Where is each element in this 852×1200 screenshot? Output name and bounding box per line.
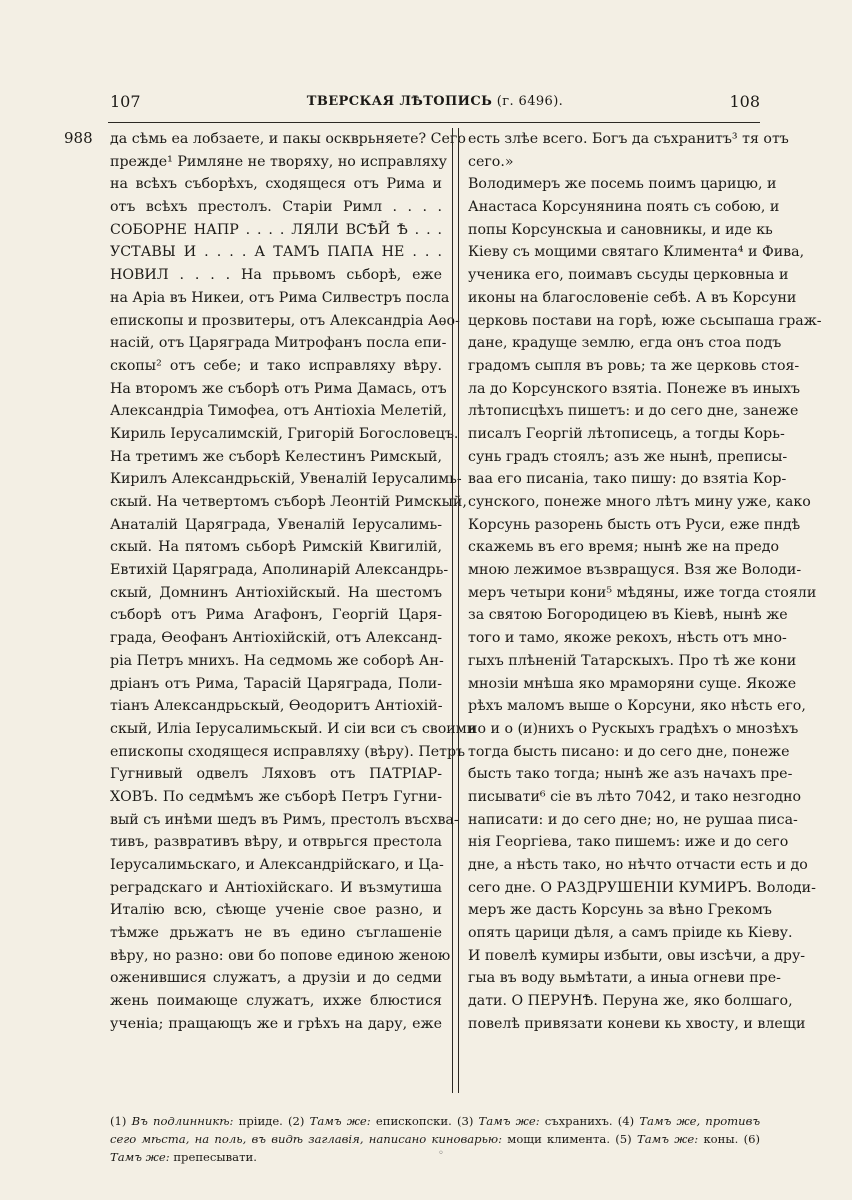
footnote-1: (1) Въ подлинникѣ: пріиде.: [110, 1114, 283, 1128]
text-line: иконы на благословеніе себѣ. А въ Корсуни: [468, 289, 797, 306]
text-line: И повелѣ кумиры избыти, овы изсѣчи, а дру-: [468, 947, 806, 964]
text-line: дане, крадуще землю, егда онъ стоа подъ: [468, 335, 782, 352]
text-line: Анаталій Царяграда, Увеналій Іерусалимь-: [110, 516, 442, 533]
text-line: дати. О ПЕРУНѢ. Перуна же, яко болшаго,: [468, 993, 793, 1010]
text-line: тіанъ Александрьскый, Ѳеодоритъ Антіохій-: [110, 698, 443, 715]
text-line: прежде¹ Римляне не творяху, но исправляху: [110, 153, 448, 170]
text-line: мнозіи мнѣша яко мраморяни суще. Якоже: [468, 675, 797, 692]
text-line: тивъ, развративъ вѣру, и отврьгся престола: [110, 834, 442, 851]
text-line: Іерусалимьскаго, и Александрійскаго, и Ца-: [110, 857, 444, 873]
text-line: на всѣхъ съборѣхъ, сходящеся отъ Рима и: [110, 176, 442, 193]
text-line: отъ всѣхъ престолъ. Старіи Римл . . . .: [110, 199, 442, 216]
text-line: ХОВЪ. По седмѣмъ же съборѣ Петръ Гугни-: [110, 788, 442, 805]
text-line: Володимеръ же посемь поимъ царицю, и: [468, 176, 777, 193]
text-line: На третимъ же съборѣ Келестинъ Римскый,: [110, 448, 442, 465]
text-line: ученика его, поимавъ сьсуды церковныа и: [468, 267, 789, 284]
page-number-left: 107: [110, 92, 141, 111]
text-line: лѣтописцѣхъ пишетъ: и до сего дне, занеже: [468, 403, 799, 420]
text-line: рѣхъ маломъ выше о Корсуни, яко нѣсть его,: [468, 698, 806, 715]
text-line: скопы² отъ себе; и тако исправляху вѣру.: [110, 357, 442, 374]
text-line: Анастаса Корсунянина поять съ собою, и: [468, 199, 780, 216]
text-line: того и тамо, якоже рекохъ, нѣсть отъ мно-: [468, 630, 787, 647]
text-line: Кириль Іерусалимскій, Григорій Богословецъ.: [110, 425, 459, 442]
footnote-5: (5) Тамъ же: коны.: [615, 1132, 739, 1146]
text-line: сего дне. О РАЗДРУШЕНІИ КУМИРЪ. Володи-: [468, 879, 816, 896]
text-line: на Аріа въ Никеи, отъ Рима Силвестръ посла: [110, 289, 450, 306]
text-line: бысть тако тогда; нынѣ же азъ начахъ пре-: [468, 766, 793, 783]
text-line: мною лежимое възвращуся. Взя же Володи-: [468, 562, 802, 579]
text-line: ла до Корсунского взятіа. Понеже въ иныхъ: [468, 380, 800, 397]
text-line: Евтихій Царяграда, Аполинарій Александрь-: [110, 562, 449, 579]
text-line: да сѣмь еа лобзаете, и пакы оскврьняете? Сего: [110, 131, 466, 147]
text-line: повелѣ привязати коневи кь хвосту, и влещи: [468, 1015, 806, 1032]
text-line: Кирилъ Александрьскій, Увеналій Іерусалимь-: [110, 471, 462, 488]
text-line: вый съ инѣми шедъ въ Римъ, престолъ въсхва-: [110, 811, 459, 828]
margin-year: 988: [64, 129, 93, 147]
text-line: насій, отъ Царяграда Митрофанъ посла епи-: [110, 335, 447, 352]
text-line: Италію всю, сѣюще ученіе свое разно, и: [110, 902, 442, 919]
text-line: града, Ѳеофанъ Антіохійскій, отъ Александ-: [110, 630, 442, 647]
text-line: скый. На четвертомъ съборѣ Леонтій Римскый,: [110, 494, 467, 510]
text-line: ріа Петръ мнихъ. На седмомь же соборѣ Ан-: [110, 652, 444, 669]
text-line: за святою Богородицею въ Кіевѣ, нынѣ же: [468, 607, 788, 624]
text-line: Александріа Тимофеа, отъ Антіохіа Мелетій,: [110, 403, 447, 420]
text-line: Кіеву съ мощими святаго Климента⁴ и Фива,: [468, 244, 805, 261]
text-line: тѣмже дрьжатъ не въ едино съглашеніе: [110, 925, 442, 942]
text-line: тогда бысть писано: и до сего дне, понеже: [468, 743, 790, 760]
text-line: меръ четыри кони⁵ мѣдяны, иже тогда стояли: [468, 584, 817, 601]
text-line: сунь градъ стоялъ; азъ же нынѣ, преписы-: [468, 448, 788, 465]
text-line: написати: и до сего дне; но, не рушаа писа-: [468, 811, 798, 828]
text-line: ученіа; пращающъ же и грѣхъ на дару, еже: [110, 1015, 442, 1032]
page-mark: ◦: [438, 1148, 444, 1159]
text-line: нія Георгіева, тако пишемъ: иже и до сего: [468, 834, 789, 851]
footnote-2: (2) Тамъ же: епископски.: [288, 1114, 452, 1128]
text-line: церковь постави на горѣ, юже сьсыпаша граж-: [468, 312, 822, 329]
text-line: скый. На пятомъ сьборѣ Римскій Квигилій,: [110, 539, 442, 556]
text-line: дріанъ отъ Рима, Тарасій Царяграда, Поли-: [110, 675, 442, 692]
running-title: [110, 94, 760, 109]
text-line: дне, а нѣсть тако, но нѣчто отчасти есть и до: [468, 857, 808, 873]
footnotes: [110, 1112, 760, 1166]
text-line: гыа въ воду вьмѣтати, а иныа огневи пре-: [468, 970, 781, 987]
footnote-3: (3) Тамъ же: съхранихъ.: [456, 1114, 613, 1128]
text-line: гыхъ плѣненій Татарскыхъ. Про тѣ же кони: [468, 652, 797, 669]
year-note: (г. 6496).: [496, 94, 564, 109]
text-line: ваа его писаніа, тако пишу: до взятіа Кор-: [468, 471, 787, 488]
text-line: жень поимающе служатъ, ихже блюстися: [110, 993, 442, 1010]
text-line: скый, Домнинъ Антіохійскый. На шестомъ: [110, 584, 442, 601]
page-number-right: 108: [729, 92, 760, 111]
text-line: епископы сходящеся исправляху (вѣру). Петръ: [110, 743, 466, 760]
text-line: НОВИЛ . . . . На прьвомъ сьборѣ, еже: [110, 267, 442, 284]
text-line: скый, Иліа Іерусалимьскый. И сіи вси съ своими: [110, 720, 477, 737]
text-line: На второмъ же съборѣ отъ Рима Дамась, отъ: [110, 380, 447, 397]
text-line: съборѣ отъ Рима Агафонъ, Георгій Царя-: [110, 607, 442, 624]
text-line: вѣру, но разно: ови бо попове единою женою: [110, 947, 451, 964]
text-line: оженившися служатъ, а друзіи и до седми: [110, 970, 442, 987]
text-line: епископы и прозвитеры, отъ Александріа Аѳо-: [110, 312, 460, 329]
text-line: сего.»: [468, 153, 514, 170]
text-line: но и о (и)нихъ о Рускыхъ градѣхъ о мнозѣхъ: [468, 720, 799, 737]
header-rule: [108, 122, 760, 123]
text-line: УСТАВЫ И . . . . А ТАМЪ ПАПА НЕ . . .: [110, 244, 442, 261]
page-header: [110, 92, 760, 114]
footnote-4: (4) Тамъ же, противъ сего мѣста, на поль, въ видѣ заглавія, написано киноварью: мощи климента.: [110, 1114, 761, 1146]
right-column: [468, 128, 822, 1036]
chronicle-title: ТВЕРСКАЯ ЛѢТОПИСЬ: [306, 94, 493, 109]
text-line: писалъ Георгій лѣтописець, а тогды Корь-: [468, 425, 785, 442]
text-line: опять царици дѣля, а самъ пріиде кь Кіеву.: [468, 925, 793, 942]
text-line: реградскаго и Антіохійскаго. И възмутиша: [110, 879, 442, 896]
text-line: скажемь въ его время; нынѣ же на предо: [468, 539, 779, 556]
text-line: Корсунь разорень бысть отъ Руси, еже пндѣ: [468, 516, 801, 533]
text-line: писывати⁶ сіе въ лѣто 7042, и тако незгодно: [468, 788, 802, 805]
text-line: градомъ сыпля въ ровь; та же церковь стоя-: [468, 357, 800, 374]
text-line: есть злѣе всего. Богъ да съхранитъ³ тя отъ: [468, 131, 789, 147]
text-line: Гугнивый одвелъ Ляховъ отъ ПАТРІАР-: [110, 766, 442, 783]
text-line: СОБОРНЕ НАПР . . . . ЛЯЛИ ВСѢЙ Ѣ . . .: [110, 221, 442, 238]
text-line: меръ же дасть Корсунь за вѣно Грекомъ: [468, 902, 772, 919]
text-line: попы Корсунскыа и сановникы, и иде кь: [468, 221, 773, 238]
left-column: [110, 128, 477, 1036]
text-line: сунского, понеже много лѣтъ мину уже, како: [468, 494, 811, 510]
footnote-6: (6) Тамъ же: препесывати.: [110, 1132, 761, 1164]
column-divider: [452, 128, 459, 1093]
